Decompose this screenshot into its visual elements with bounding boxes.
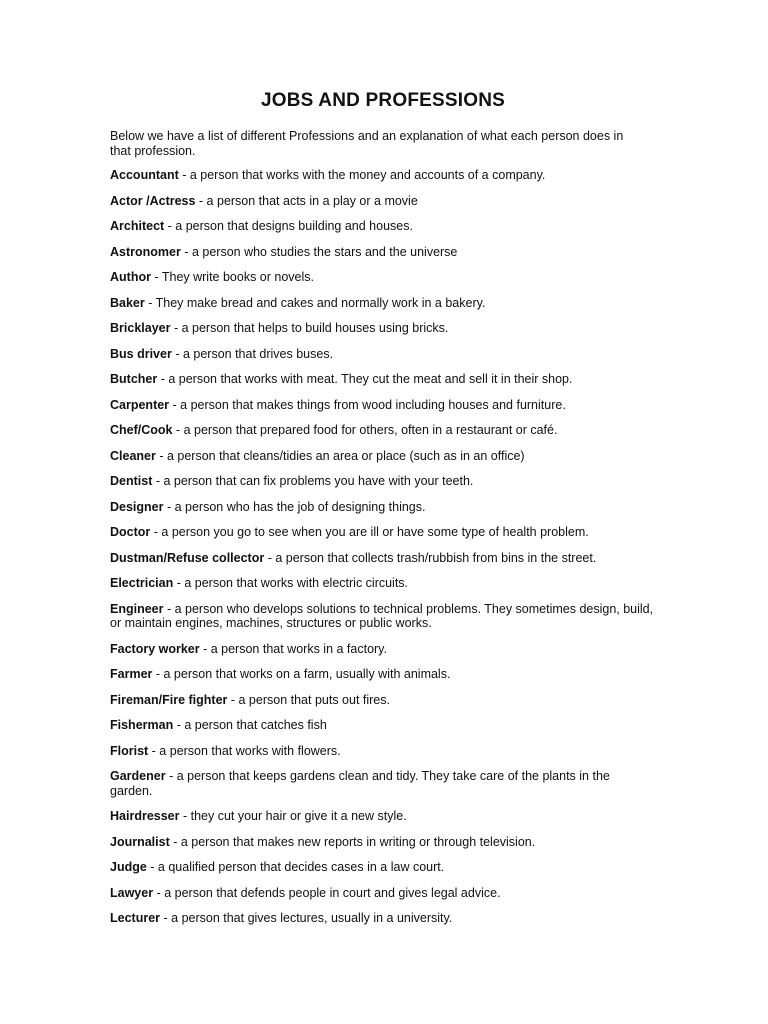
profession-definition: - a person that defends people in court and gives legal advice. [153,885,501,900]
profession-term: Bricklayer [110,321,171,335]
profession-term: Electrician [110,576,174,590]
profession-definition: - a person that collects trash/rubbish from bins in the street. [264,550,597,565]
profession-term: Astronomer [110,244,181,259]
profession-definition: - a person that works with the money and accounts of a company. [178,168,546,182]
profession-definition: - a person that works with flowers. [148,743,341,758]
profession-definition: - a person that makes new reports in writing or through television. [169,834,536,849]
list-item [110,809,655,824]
profession-term: Butcher [110,372,158,386]
list-item [110,194,655,209]
list-item [110,296,655,311]
list-item [110,642,655,657]
profession-definition: - They write books or novels. [150,270,314,284]
profession-term: Judge [110,860,147,874]
list-item [110,423,655,438]
profession-definition: - a person that makes things from wood including houses and furniture. [169,397,566,412]
list-item [110,474,655,489]
list-item [110,270,655,285]
profession-definition: - a person that works in a factory. [199,641,387,656]
profession-term: Cleaner [110,448,156,463]
list-item [110,602,655,631]
list-item [110,372,655,387]
profession-term: Dustman/Refuse collector [110,550,265,565]
list-item [110,525,655,540]
list-item [110,693,655,708]
profession-definition: - a person that prepared food for others, often in a restaurant or café. [172,423,558,437]
profession-term: Hairdresser [110,809,180,823]
profession-definition: - a qualified person that decides cases in a law court. [146,860,445,874]
profession-list [110,168,670,926]
list-item [110,886,655,901]
profession-definition: - a person that gives lectures, usually in a university. [160,911,453,925]
profession-term: Carpenter [110,397,170,412]
profession-term: Architect [110,219,165,233]
profession-term: Fireman/Fire fighter [110,692,228,707]
profession-definition: - a person that works with electric circuits. [173,576,409,590]
profession-term: Fisherman [110,718,174,732]
profession-term: Bus driver [110,346,172,361]
profession-term: Journalist [110,834,170,849]
profession-definition: - a person who has the job of designing things. [163,499,426,514]
profession-definition: - a person you go to see when you are ill or have some type of health problem. [150,525,589,539]
profession-term: Accountant [110,168,179,182]
profession-definition: - a person that can fix problems you have with your teeth. [152,474,474,488]
profession-term: Engineer [110,601,164,616]
list-item [110,718,655,733]
profession-definition: - a person that acts in a play or a movie [195,193,418,208]
profession-definition: - a person that drives buses. [171,346,334,361]
list-item [110,347,655,362]
list-item [110,245,655,260]
profession-definition: - a person that works on a farm, usually with animals. [152,667,451,681]
profession-term: Baker [110,295,145,310]
list-item [110,667,655,682]
profession-definition: - a person that designs building and houses. [164,219,413,233]
profession-term: Gardener [110,769,166,783]
profession-term: Factory worker [110,641,200,656]
list-item [110,500,655,515]
document-page [110,88,670,937]
profession-definition: - a person that cleans/tidies an area or place (such as in an office) [155,448,525,463]
list-item [110,551,655,566]
profession-term: Author [110,270,151,284]
profession-term: Dentist [110,474,153,488]
profession-definition: - a person who develops solutions to technical problems. They sometimes design, build, or maintain engines, machines, structures or public works. [110,601,654,630]
profession-definition: - a person that catches fish [173,718,327,732]
profession-term: Lawyer [110,885,154,900]
list-item [110,168,655,183]
list-item [110,219,655,234]
profession-term: Chef/Cook [110,423,173,437]
list-item [110,835,655,850]
list-item [110,398,655,413]
list-item [110,576,655,591]
profession-definition: - They make bread and cakes and normally work in a bakery. [144,295,486,310]
profession-term: Doctor [110,525,151,539]
page-title: JOBS AND PROFESSIONS [260,90,505,111]
profession-term: Actor /Actress [110,193,196,208]
profession-definition: - a person that helps to build houses using bricks. [170,321,449,335]
profession-definition: - a person that works with meat. They cut the meat and sell it in their shop. [157,372,573,386]
profession-definition: - a person who studies the stars and the universe [180,244,458,259]
list-item [110,911,655,926]
profession-definition: - a person that puts out fires. [227,692,390,707]
profession-term: Designer [110,499,164,514]
list-item [110,769,655,798]
list-item [110,449,655,464]
profession-term: Farmer [110,667,153,681]
list-item [110,860,655,875]
profession-term: Florist [110,743,149,758]
list-item [110,744,655,759]
profession-definition: - a person that keeps gardens clean and tidy. They take care of the plants in the garden. [110,769,610,798]
intro-paragraph: Below we have a list of different Professions and an explanation of what each person does in that profession. [110,129,624,158]
profession-term: Lecturer [110,911,161,925]
profession-definition: - they cut your hair or give it a new style. [179,809,407,823]
list-item [110,321,655,336]
